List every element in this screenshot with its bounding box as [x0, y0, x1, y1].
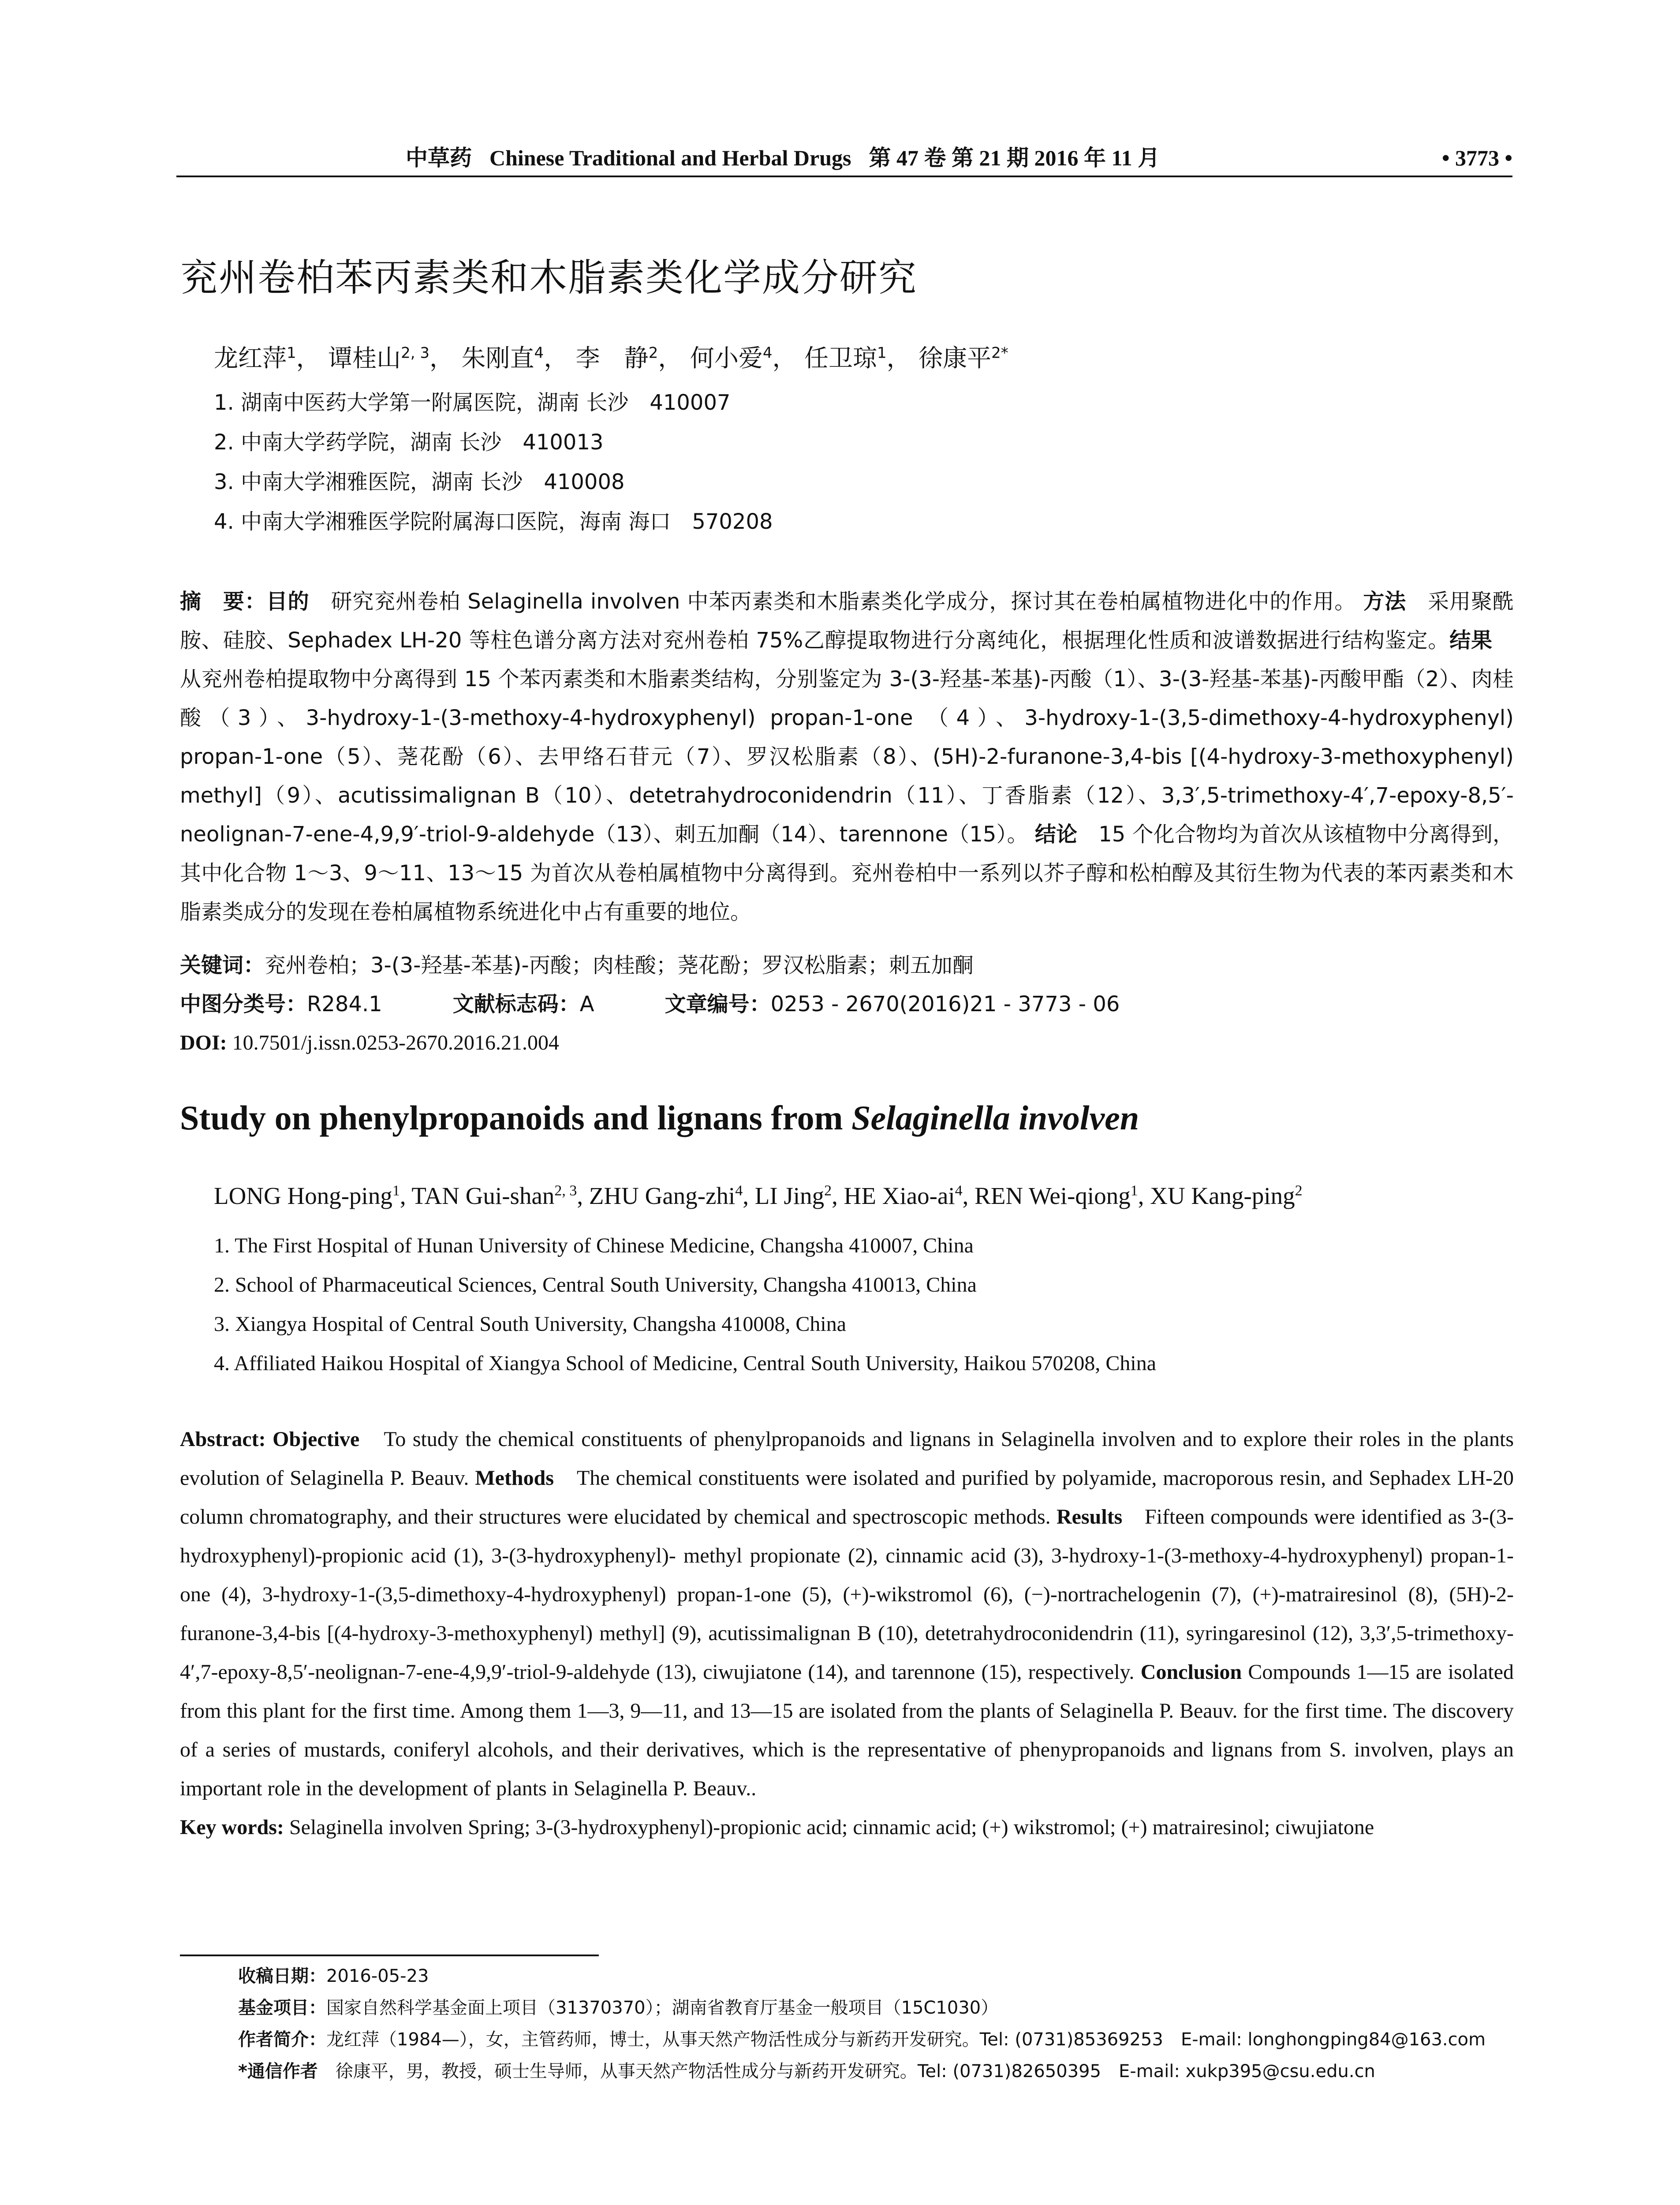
footnote-author-bio [238, 2024, 1486, 2056]
article-no-value: 0253 - 2670(2016)21 - 3773 - 06 [770, 992, 1120, 1017]
author-en-sup: 4 [955, 1182, 963, 1199]
conclusion-en-label: Conclusion [1140, 1660, 1242, 1684]
conclusion-en-text: Compounds 1—15 are isolated from this plant for the first time. Among them 1—3, 9—11, and 13—15 are isolated from the plants of Selaginella P. Beauv. for the first time. The discovery of a series of mustards, coniferyl alcohols, and their derivatives, which is the representative of phenypropanoids and lignans from S. involven, plays an important role in the development of plants in Selaginella P. Beauv.. [180, 1660, 1514, 1800]
doi-link[interactable]: 10.7501/j.issn.0253-2670.2016.21.004 [227, 1031, 560, 1054]
author-cn: 龙红萍 [214, 344, 287, 372]
conclusion-cn-text: 15 个化合物均为首次从该植物中分离得到，其中化合物 1～3、9～11、13～15 为首次从卷柏属植物中分离得到。兖州卷柏中一系列以芥子醇和松柏醇及其衍生物为代表的苯丙素类和木脂素类成分的发现在卷柏属植物系统进化中占有重要的地位。 [180, 822, 1514, 924]
title-en-main: Study on phenylpropanoids and lignans from [180, 1099, 852, 1137]
doc-code-value: A [579, 992, 594, 1017]
affiliations-cn [214, 383, 773, 542]
methods-cn-label: 方法 [1363, 589, 1407, 614]
results-en-label: Results [1057, 1505, 1123, 1529]
author-en: LONG Hong-ping [214, 1182, 392, 1209]
doi-line [180, 1024, 1514, 1062]
author-cn: 谭桂山 [328, 344, 401, 372]
abstract-en-label: Abstract: Objective [180, 1428, 360, 1451]
journal-info [406, 140, 1177, 176]
author-cn: 何小爱 [690, 344, 763, 372]
author-cn: 李 静 [575, 344, 649, 372]
footnote-text: 徐康平，男，教授，硕士生导师，从事天然产物活性成分与新药开发研究。Tel: (0731)82650395 E-mail: xukp395@csu.edu.cn [317, 2061, 1375, 2082]
running-header [176, 140, 1512, 177]
classification-line [180, 985, 1514, 1024]
footnote-funding [238, 1992, 1486, 2024]
clc-value: R284.1 [307, 992, 382, 1017]
footnote-corresponding [238, 2056, 1486, 2087]
abstract-cn [180, 582, 1514, 931]
affiliation-cn: 1. 湖南中医药大学第一附属医院，湖南 长沙 410007 [214, 390, 731, 415]
affiliation-cn: 3. 中南大学湘雅医院，湖南 长沙 410008 [214, 470, 625, 494]
author-cn: 朱刚直 [461, 344, 534, 372]
doi-label: DOI: [180, 1031, 227, 1054]
author-cn-sup: 2 [648, 344, 658, 362]
author-cn-sup: 2* [991, 344, 1008, 362]
author-cn-sup: 2, 3 [401, 344, 430, 362]
footnotes [238, 1960, 1486, 2087]
affiliation-en: 1. The First Hospital of Hunan University of Chinese Medicine, Changsha 410007, China [214, 1234, 974, 1257]
footnote-text: 龙红萍（1984—），女，主管药师，博士，从事天然产物活性成分与新药开发研究。Tel: (0731)85369253 E-mail: longhongping84@163.com [326, 2029, 1486, 2050]
title-cn: 兖州卷柏苯丙素类和木脂素类化学成分研究 [180, 256, 917, 300]
conclusion-cn-label: 结论 [1035, 822, 1078, 847]
author-en-sup: 2 [1295, 1182, 1303, 1199]
author-en: XU Kang-ping [1150, 1182, 1295, 1209]
author-cn-sup: 4 [534, 344, 544, 362]
doc-code-label: 文献标志码： [452, 992, 580, 1017]
objective-cn-text: 研究兖州卷柏 Selaginella involven 中苯丙素类和木脂素类化学成分，探讨其在卷柏属植物进化中的作用。 [309, 589, 1356, 614]
author-en: REN Wei-qiong [974, 1182, 1131, 1209]
results-cn-label: 结果 [1449, 628, 1493, 653]
title-en [180, 1098, 1139, 1138]
results-en-text: Fifteen compounds were identified as 3-(3-hydroxyphenyl)-propionic acid (1), 3-(3-hydroxyphenyl)- methyl propionate (2), cinnamic acid (3), 3-hydroxy-1-(3-methoxy-4-hydroxyphenyl) propan-1-one (4), 3-hydroxy-1-(3,5-dimethoxy-4-hydroxyphenyl) propan-1-one (5), (+)-wikstromol (6), (−)-nortrachelogenin (7), (+)-matrairesinol (8), (5H)-2-furanone-3,4-bis [(4-hydroxy-3-methoxyphenyl) methyl] (9), acutissimalignan B (10), detetrahydroconidendrin (11), syringaresinol (12), 3,3′,5-trimethoxy-4′,7-epoxy-8,5′-neolignan-7-ene-4,9,9′-triol-9-aldehyde (13), ciwujiatone (14), and tarennone (15), respectively. [180, 1505, 1514, 1684]
keywords-cn-text: 兖州卷柏；3-(3-羟基-苯基)-丙酸；肉桂酸；荛花酚；罗汉松脂素；刺五加酮 [265, 953, 974, 978]
author-cn-sup: 1 [287, 344, 296, 362]
footnote-label: *通信作者 [238, 2061, 318, 2082]
clc-label: 中图分类号： [180, 992, 307, 1017]
keywords-en-label: Key words: [180, 1816, 284, 1839]
footnote-divider [180, 1955, 599, 1956]
author-en-sup: 2, 3 [554, 1182, 577, 1199]
affiliations-en [214, 1226, 1156, 1383]
journal-issue: 第 47 卷 第 21 期 2016 年 11 月 [869, 146, 1160, 170]
objective-cn-label: 目的 [266, 589, 310, 614]
author-en-sup: 4 [735, 1182, 743, 1199]
objective-en-text: To study the chemical constituents of phenylpropanoids and lignans in Selaginella involven and to explore their roles in the plants evolution of Selaginella P. Beauv. [180, 1428, 1514, 1490]
author-en: HE Xiao-ai [844, 1182, 955, 1209]
affiliation-en: 3. Xiangya Hospital of Central South University, Changsha 410008, China [214, 1312, 847, 1336]
footnote-text: 国家自然科学基金面上项目（31370370）；湖南省教育厅基金一般项目（15C1030） [326, 1998, 999, 2018]
author-en: LI Jing [754, 1182, 825, 1209]
author-en: TAN Gui-shan [411, 1182, 555, 1209]
affiliation-en: 4. Affiliated Haikou Hospital of Xiangya School of Medicine, Central South University, Haikou 570208, China [214, 1352, 1157, 1375]
author-cn: 徐康平 [918, 344, 992, 372]
page-number: • 3773 • [1441, 146, 1512, 170]
affiliation-cn: 4. 中南大学湘雅医学院附属海口医院，海南 海口 570208 [214, 509, 773, 534]
abstract-cn-label: 摘 要： [180, 589, 266, 614]
author-en-sup: 2 [824, 1182, 832, 1199]
affiliation-en: 2. School of Pharmaceutical Sciences, Central South University, Changsha 410013, China [214, 1273, 977, 1297]
author-en-sup: 1 [1130, 1182, 1138, 1199]
footnote-label: 基金项目： [238, 1998, 326, 2018]
author-cn-sup: 4 [762, 344, 773, 362]
author-en: ZHU Gang-zhi [589, 1182, 735, 1209]
keywords-cn-label: 关键词： [180, 953, 265, 978]
footnote-label: 作者简介： [238, 2029, 326, 2050]
journal-name-cn: 中草药 [406, 146, 472, 170]
affiliation-cn: 2. 中南大学药学院，湖南 长沙 410013 [214, 430, 604, 455]
authors-en: LONG Hong-ping$^1$, TAN Gui-shan$^{2, 3}$, ZHU Gang-zhi$^4$, LI Jing$^2$, HE Xiao-$ai^4$, REN Wei-qiong$^1$, XU Kang-ping$^2$ [214, 1182, 1303, 1209]
footnote-label: 收稿日期： [238, 1966, 326, 1986]
author-cn: 任卫琼 [804, 344, 877, 372]
results-cn-text: 从兖州卷柏提取物中分离得到 15 个苯丙素类和木脂素类结构，分别鉴定为 3-(3-羟基-苯基)-丙酸（1）、3-(3-羟基-苯基)-丙酸甲酯（2）、肉桂酸（3）、3-hydroxy-1-(3-methoxy-4-hydroxyphenyl) propan-1-one （4）、3-hydroxy-1-(3,5-dimethoxy-4-hydroxyphenyl) propan-1-one（5）、荛花酚（6）、去甲络石苷元（7）、罗汉松脂素（8）、(5H)-2-furanone-3,4-bis [(4-hydroxy-3-methoxyphenyl) methyl]（9）、acutissimalignan B（10）、detetrahydroconidendrin（11）、丁香脂素（12）、3,3′,5-trimethoxy-4′,7-epoxy-8,5′-neolignan-7-ene-4,9,9′-triol-9-aldehyde（13）、刺五加酮（14）、tarennone（15）。 [180, 628, 1514, 847]
abstract-en [180, 1420, 1514, 1847]
methods-cn-text: 采用聚酰胺、硅胶、Sephadex LH-20 等柱色谱分离方法对兖州卷柏 75%乙醇提取物进行分离纯化，根据理化性质和波谱数据进行结构鉴定。 [180, 589, 1514, 653]
journal-name-en: Chinese Traditional and Herbal Drugs [489, 146, 851, 170]
keywords-en-text: Selaginella involven Spring; 3-(3-hydroxyphenyl)-propionic acid; cinnamic acid; (+) wikstromol; (+) matrairesinol; ciwujiatone [284, 1816, 1374, 1839]
methods-en-label: Methods [475, 1466, 554, 1490]
authors-cn: 龙红萍$^1$， 谭桂山$^{2, 3}$， 朱刚直$^4$， 李 静$^2$， 何小爱$^4$， 任卫琼$^1$， 徐康平$^{2*}$ [214, 344, 1008, 372]
keywords-cn [180, 946, 1514, 985]
footnote-received [238, 1960, 1486, 1992]
author-en-sup: 1 [392, 1182, 400, 1199]
author-cn-sup: 1 [877, 344, 887, 362]
footnote-text: 2016-05-23 [326, 1966, 429, 1986]
methods-en-text: The chemical constituents were isolated and purified by polyamide, macroporous resin, and Sephadex LH-20 column chromatography, and their structures were elucidated by chemical and spectroscopic methods. [180, 1466, 1514, 1529]
article-no-label: 文章编号： [665, 992, 771, 1017]
title-en-species: Selaginella involven [851, 1099, 1139, 1137]
